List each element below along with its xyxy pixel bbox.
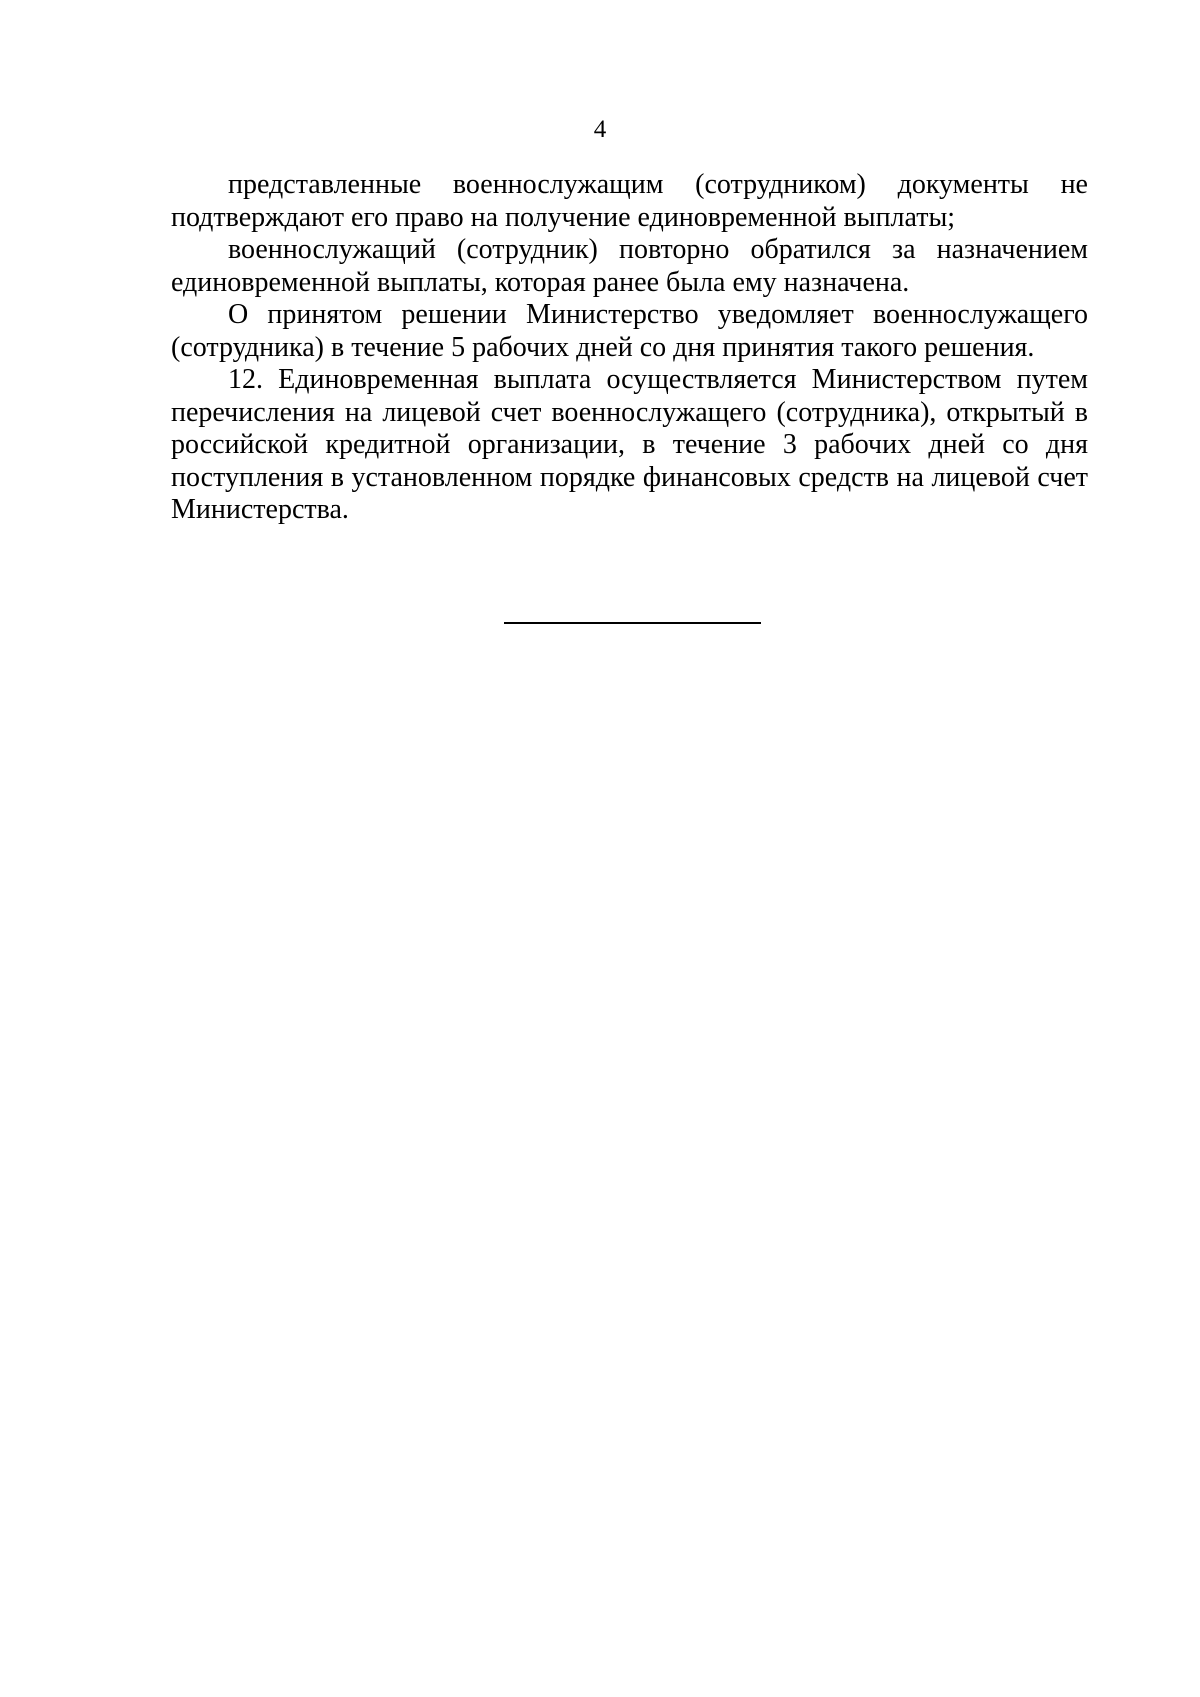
page-number: 4	[593, 116, 607, 143]
document-body	[171, 169, 1088, 527]
paragraph-decision-notice: О принятом решении Министерство уведомляет военнослужащего (сотрудника) в течение 5 рабочих дней со дня принятия такого решения.	[171, 299, 1088, 363]
paragraph-12-payment-procedure: 12. Единовременная выплата осуществляется Министерством путем перечисления на лицевой счет военнослужащего (сотрудника), открытый в российской кредитной организации, в течение 3 рабочих дней со дня поступления в установленном порядке финансовых средств на лицевой счет Министерства.	[171, 364, 1088, 525]
paragraph-documents-not-confirm: представленные военнослужащим (сотрудником) документы не подтверждают его право на получение единовременной выплаты;	[171, 169, 1088, 233]
paragraph-repeat-application: военнослужащий (сотрудник) повторно обратился за назначением единовременной выплаты, которая ранее была ему назначена.	[171, 234, 1088, 298]
end-of-document-rule	[504, 622, 761, 624]
